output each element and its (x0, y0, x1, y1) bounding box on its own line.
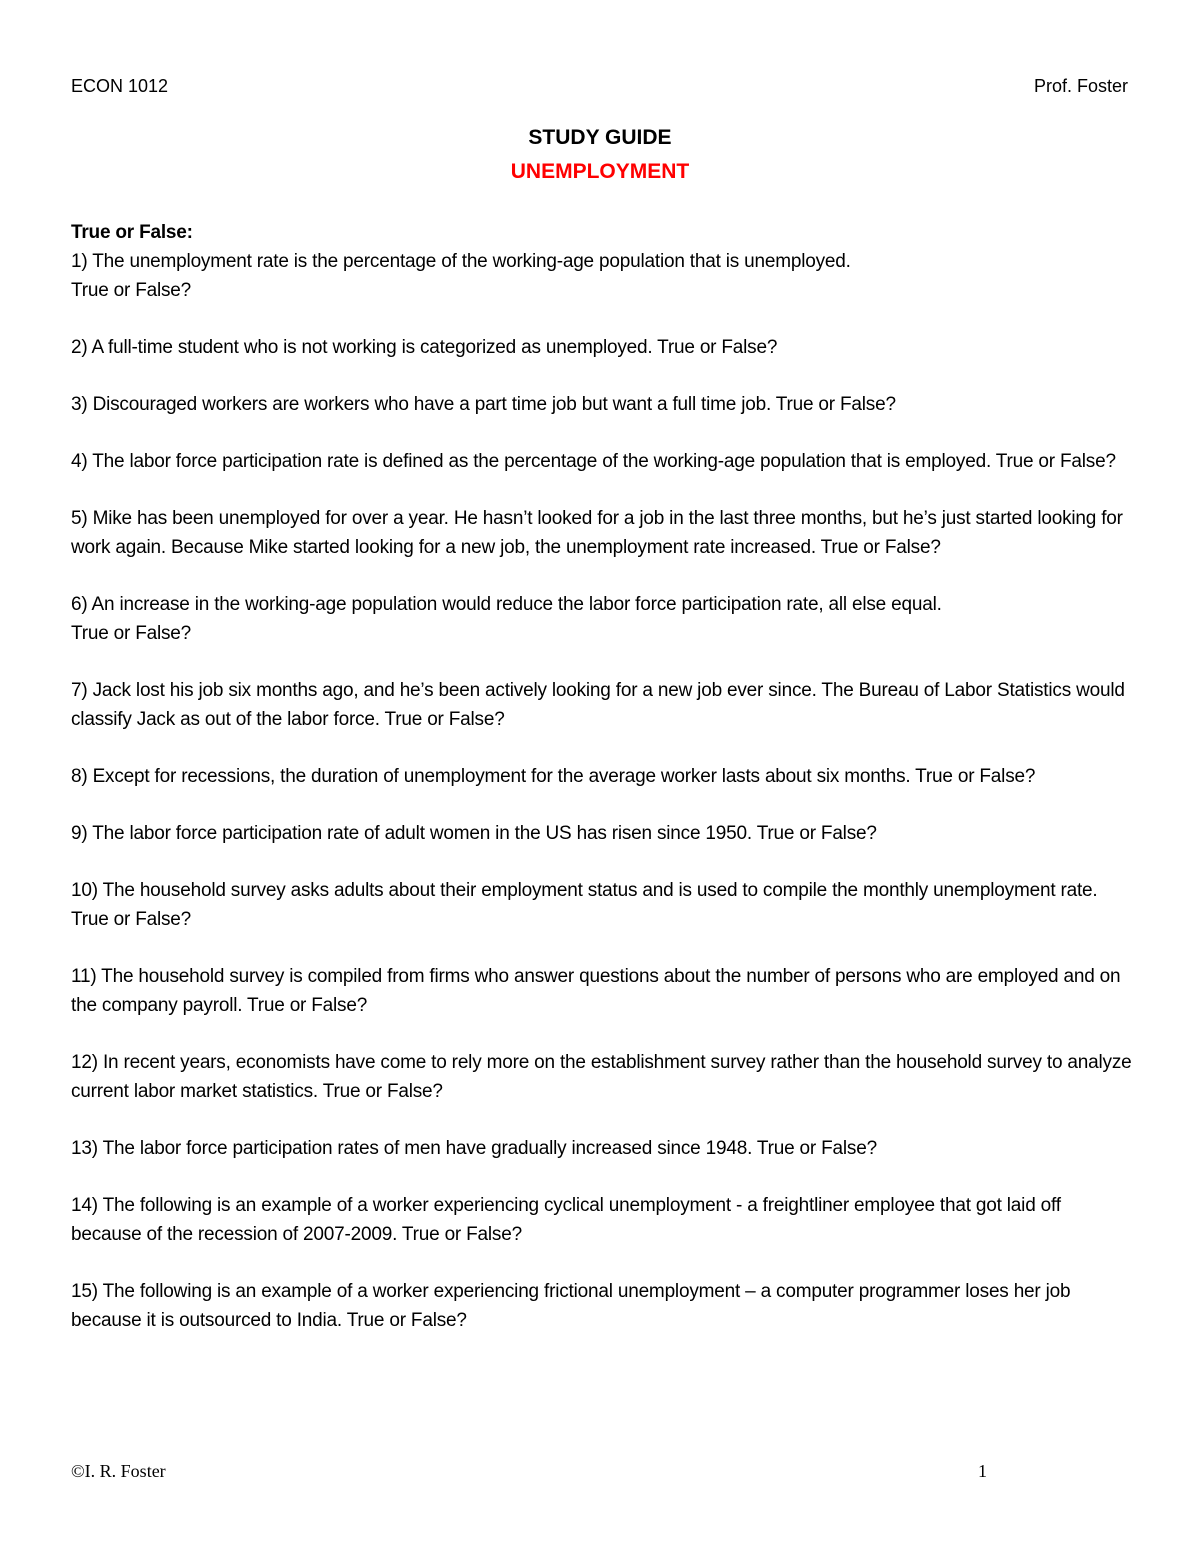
page-title: STUDY GUIDE (528, 126, 672, 149)
instructor-name: Prof. Foster (1033, 76, 1128, 96)
section-heading: True or False: (71, 222, 193, 243)
copyright-notice: ©I. R. Foster (71, 1461, 166, 1481)
question-list (71, 218, 1133, 1363)
question-item: 2) A full-time student who is not working is categorized as unemployed. True or False? (71, 337, 778, 358)
page-number: 1 (978, 1461, 987, 1481)
question-item: 1) The unemployment rate is the percentage of the working-age population that is unemployed. True or False? (71, 251, 851, 301)
question-item: 12) In recent years, economists have come to rely more on the establishment survey rather than the household survey to analyze current labor market statistics. True or False? (71, 1052, 1132, 1102)
question-item: 14) The following is an example of a worker experiencing cyclical unemployment - a freightliner employee that got laid off because of the recession of 2007-2009. True or False? (71, 1195, 1061, 1245)
question-item: 9) The labor force participation rate of adult women in the US has risen since 1950. True or False? (71, 823, 877, 844)
question-item: 5) Mike has been unemployed for over a year. He hasn’t looked for a job in the last three months, but he’s just started looking for work again. Because Mike started looking for a new job, the unemployment rate increased. True or False? (71, 508, 1123, 558)
question-item: 4) The labor force participation rate is defined as the percentage of the working-age population that is employed. True or False? (71, 451, 1116, 472)
questions-container (71, 247, 1133, 1335)
question-item: 15) The following is an example of a worker experiencing frictional unemployment – a computer programmer loses her job because it is outsourced to India. True or False? (71, 1281, 1071, 1331)
question-item: 6) An increase in the working-age population would reduce the labor force participation rate, all else equal. True or False? (71, 594, 942, 644)
question-item: 8) Except for recessions, the duration of unemployment for the average worker lasts about six months. True or False? (71, 766, 1036, 787)
question-item: 11) The household survey is compiled from firms who answer questions about the number of persons who are employed and on the company payroll. True or False? (71, 966, 1121, 1016)
question-item: 10) The household survey asks adults about their employment status and is used to compile the monthly unemployment rate. True or False? (71, 880, 1098, 930)
course-code: ECON 1012 (71, 76, 169, 96)
question-item: 13) The labor force participation rates of men have gradually increased since 1948. True or False? (71, 1138, 877, 1159)
page-subtitle: UNEMPLOYMENT (510, 160, 690, 183)
question-item: 3) Discouraged workers are workers who have a part time job but want a full time job. True or False? (71, 394, 896, 415)
question-item: 7) Jack lost his job six months ago, and he’s been actively looking for a new job ever since. The Bureau of Labor Statistics would classify Jack as out of the labor force. True or False? (71, 680, 1125, 730)
